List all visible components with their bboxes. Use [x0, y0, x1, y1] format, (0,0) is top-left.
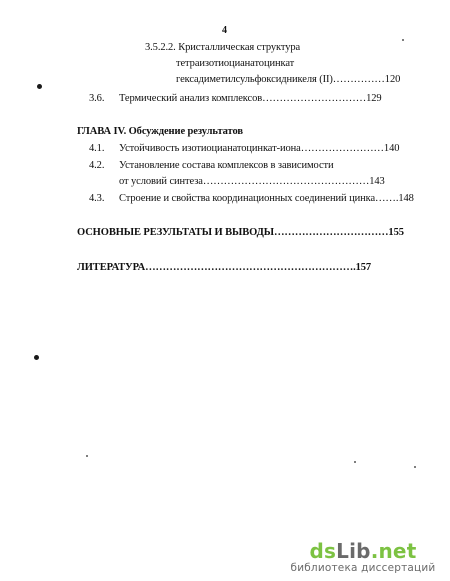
toc-item-3-5-2-2-line2: тетраизотиоцианатоцинкат	[176, 58, 295, 69]
toc-item-4-1-number: 4.1.	[89, 143, 105, 154]
toc-item-3-6-text: Термический анализ комплексов…………………………129	[119, 93, 382, 104]
toc-item-4-3-text: Строение и свойства координационных соединений цинка…….148	[119, 193, 414, 204]
scan-hole-mark	[37, 84, 42, 89]
toc-item-4-2-line2: от условий синтеза…………………………………………143	[119, 176, 385, 187]
scan-speck	[414, 466, 416, 468]
scan-speck	[354, 461, 356, 463]
toc-item-4-2-line1: Установление состава комплексов в зависимости	[119, 160, 334, 171]
toc-item-3-5-2-2-line1: 3.5.2.2. Кристаллическая структура	[145, 42, 301, 53]
page-number: 4	[222, 25, 227, 36]
toc-item-4-1-text: Устойчивость изотиоцианатоцинкат-иона……………………140	[119, 143, 400, 154]
toc-results-heading: ОСНОВНЫЕ РЕЗУЛЬТАТЫ И ВЫВОДЫ……………………………155	[77, 227, 404, 238]
toc-literature-heading: ЛИТЕРАТУРА…………………………………………………….157	[77, 262, 372, 273]
scan-speck	[402, 39, 404, 41]
scan-hole-mark	[34, 355, 39, 360]
toc-item-4-3-number: 4.3.	[89, 193, 105, 204]
toc-item-3-6-number: 3.6.	[89, 93, 105, 104]
toc-item-3-5-2-2-line3: гексадиметилсульфоксидникеля (II)……………120	[176, 74, 401, 85]
dslib-subtitle: библиотека диссертаций	[290, 562, 436, 574]
dslib-watermark	[288, 540, 438, 575]
scan-speck	[86, 455, 88, 457]
toc-item-4-2-number: 4.2.	[89, 160, 105, 171]
toc-chapter-heading: ГЛАВА IV. Обсуждение результатов	[77, 126, 243, 137]
dslib-logo: dsLib.net	[309, 539, 417, 563]
